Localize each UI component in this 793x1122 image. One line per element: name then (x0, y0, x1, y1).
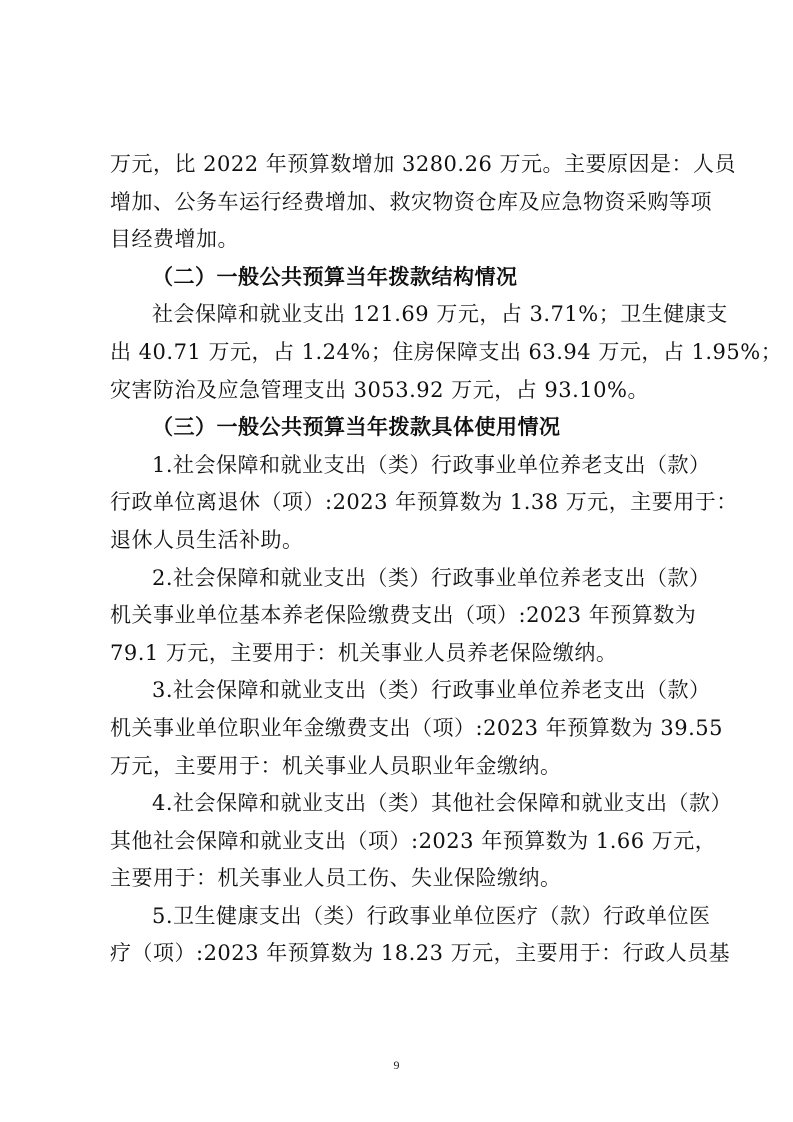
paragraph-line: 机关事业单位基本养老保险缴费支出（项）:2023 年预算数为 (110, 603, 697, 628)
paragraph-line: 万元，主要用于：机关事业人员职业年金缴纳。 (110, 753, 562, 778)
text-line: 目经费增加。 (110, 227, 239, 252)
paragraph-line: 机关事业单位职业年金缴费支出（项）:2023 年预算数为 39.55 (110, 715, 723, 740)
paragraph-line: 主要用于：机关事业人员工伤、失业保险缴纳。 (110, 866, 562, 891)
paragraph-line: 社会保障和就业支出 121.69 万元，占 3.71%；卫生健康支 (152, 302, 728, 327)
paragraph-line: 出 40.71 万元，占 1.24%；住房保障支出 63.94 万元，占 1.95%； (110, 339, 783, 364)
page-number: 9 (393, 1058, 400, 1072)
paragraph-line: 3.社会保障和就业支出（类）行政事业单位养老支出（款） (152, 678, 711, 703)
text-line: 万元，比 2022 年预算数增加 3280.26 万元。主要原因是：人员 (110, 152, 736, 176)
paragraph-line: 79.1 万元，主要用于：机关事业人员养老保险缴纳。 (110, 640, 618, 665)
text-line: 增加、公务车运行经费增加、救灾物资仓库及应急物资采购等项 (110, 189, 712, 214)
paragraph-line: 其他社会保障和就业支出（项）:2023 年预算数为 1.66 万元， (110, 828, 717, 853)
paragraph-line: 灾害防治及应急管理支出 3053.92 万元，占 93.10%。 (110, 377, 649, 402)
paragraph-line: 5.卫生健康支出（类）行政事业单位医疗（款）行政单位医 (152, 903, 711, 928)
paragraph-line: 行政单位离退休（项）:2023 年预算数为 1.38 万元，主要用于： (110, 490, 738, 515)
paragraph-line: 疗（项）:2023 年预算数为 18.23 万元，主要用于：行政人员基 (110, 941, 731, 966)
paragraph-line: 4.社会保障和就业支出（类）其他社会保障和就业支出（款） (152, 791, 733, 816)
document-body (110, 146, 783, 973)
paragraph-line: 2.社会保障和就业支出（类）行政事业单位养老支出（款） (152, 565, 711, 590)
section-heading-3: （三）一般公共预算当年拨款具体使用情况 (152, 415, 561, 440)
paragraph-line: 1.社会保障和就业支出（类）行政事业单位养老支出（款） (152, 452, 711, 477)
paragraph-line: 退休人员生活补助。 (110, 527, 304, 552)
section-heading-2: （二）一般公共预算当年拨款结构情况 (152, 264, 518, 289)
